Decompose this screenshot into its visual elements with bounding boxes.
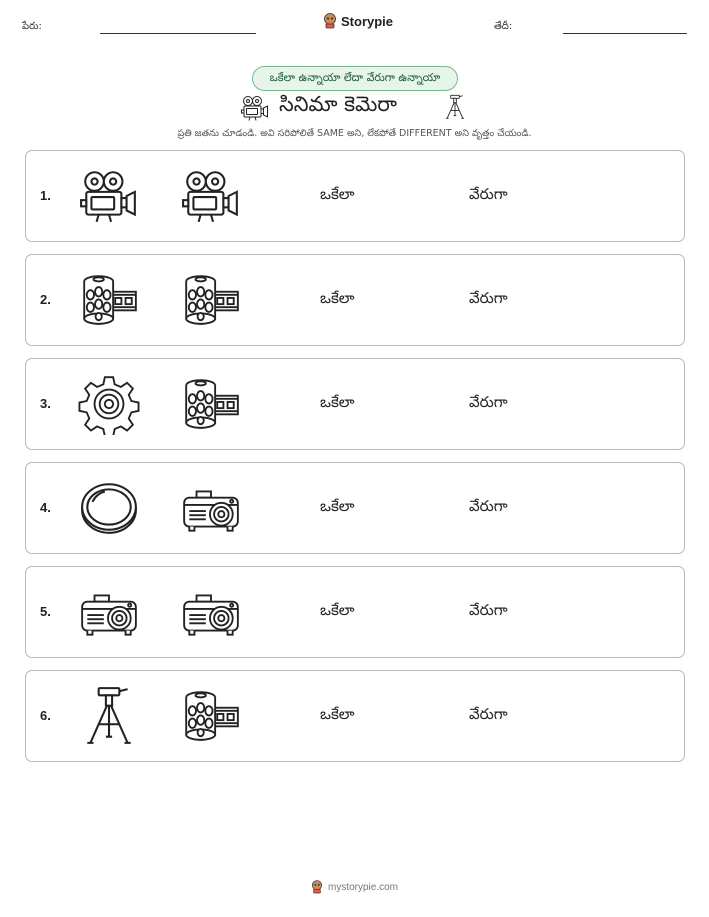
same-option[interactable]: ఒకేలా — [320, 393, 355, 411]
question-row — [25, 462, 685, 554]
same-option[interactable]: ఒకేలా — [320, 601, 355, 619]
same-option[interactable]: ఒకేలా — [320, 705, 355, 723]
worksheet-header — [0, 0, 709, 50]
different-option[interactable]: వేరుగా — [469, 705, 508, 723]
question-row — [25, 358, 685, 450]
tripod-icon — [442, 91, 468, 127]
question-row — [25, 670, 685, 762]
mascot-icon — [323, 13, 337, 29]
lens-filter-icon — [78, 477, 140, 539]
date-label: తేదీ: — [494, 21, 513, 32]
name-label: పేరు: — [22, 21, 42, 32]
same-option[interactable]: ఒకేలా — [320, 289, 355, 307]
different-option[interactable]: వేరుగా — [469, 289, 508, 307]
different-option[interactable]: వేరుగా — [469, 497, 508, 515]
question-number: 6. — [40, 708, 51, 723]
movie-camera-icon — [240, 93, 270, 127]
movie-camera-icon — [78, 165, 140, 227]
movie-camera-icon — [180, 165, 242, 227]
mascot-icon — [311, 880, 323, 894]
subtitle-pill: ఒకేలా ఉన్నాయా లేదా వేరుగా ఉన్నాయా — [252, 66, 458, 91]
question-number: 5. — [40, 604, 51, 619]
same-option[interactable]: ఒకేలా — [320, 185, 355, 203]
projector-icon — [180, 477, 242, 539]
projector-icon — [180, 581, 242, 643]
name-field-line[interactable] — [100, 33, 256, 34]
different-option[interactable]: వేరుగా — [469, 393, 508, 411]
different-option[interactable]: వేరుగా — [469, 601, 508, 619]
question-row — [25, 150, 685, 242]
question-row — [25, 254, 685, 346]
page-title: సినిమా కెమెరా — [279, 92, 397, 116]
film-reel-icon — [180, 373, 242, 435]
film-reel-icon — [78, 269, 140, 331]
question-row — [25, 566, 685, 658]
film-reel-icon — [180, 269, 242, 331]
brand-name: Storypie — [341, 13, 394, 29]
question-number: 1. — [40, 188, 51, 203]
instructions: ప్రతి జతను చూడండి. అవి సరిపోలితే SAME అని, లేకపోతే DIFFERENT అని వృత్తం చేయండి. — [177, 128, 532, 139]
footer — [0, 880, 709, 894]
different-option[interactable]: వేరుగా — [469, 185, 508, 203]
same-option[interactable]: ఒకేలా — [320, 497, 355, 515]
question-number: 3. — [40, 396, 51, 411]
brand-logo — [323, 13, 393, 29]
footer-url[interactable]: mystorypie.com — [327, 881, 398, 893]
film-reel-icon — [180, 685, 242, 747]
projector-icon — [78, 581, 140, 643]
question-number: 2. — [40, 292, 51, 307]
title-row — [0, 90, 709, 122]
tripod-icon — [78, 685, 140, 747]
gear-icon — [78, 373, 140, 435]
question-number: 4. — [40, 500, 51, 515]
date-field-line[interactable] — [563, 33, 687, 34]
